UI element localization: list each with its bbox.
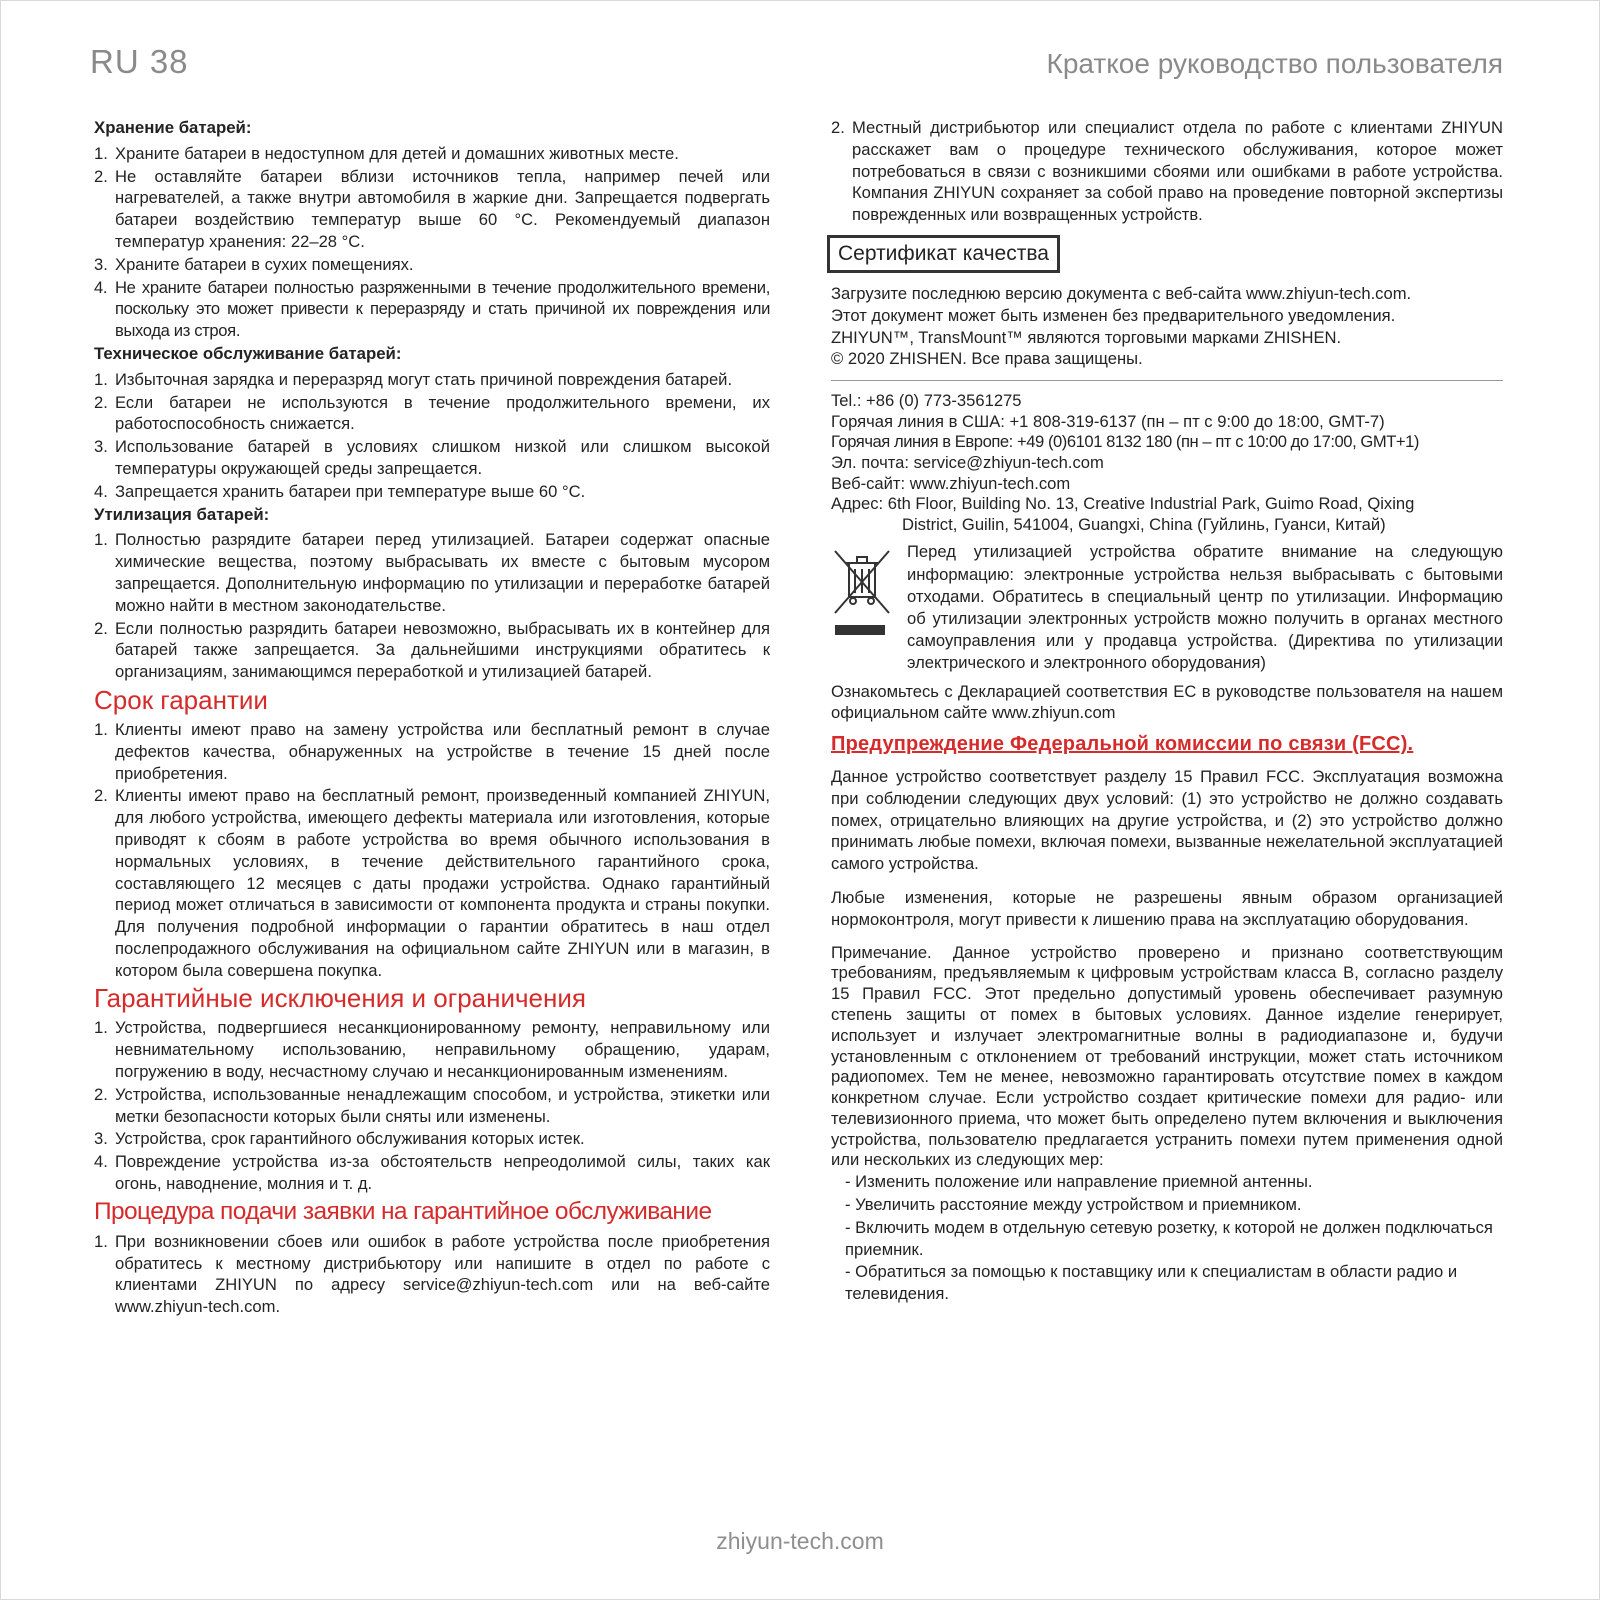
list-item: - Увеличить расстояние между устройством и приемником. xyxy=(845,1195,1302,1215)
procedure-list xyxy=(94,1231,770,1318)
list-item: - Изменить положение или направление приемной антенны. xyxy=(845,1172,1313,1192)
list-item: 1. Клиенты имеют право на замену устройства или бесплатный ремонт в случае дефектов качества, обнаруженных на устройстве в течение 15 дней после приобретения. xyxy=(94,719,770,783)
certificate-line: Загрузите последнюю версию документа с веб-сайта www.zhiyun-tech.com. xyxy=(831,283,1412,303)
fcc-paragraph-1: Данное устройство соответствует разделу 15 Правил FCC. Эксплуатация возможна при соблюдении следующих двух условий: (1) это устройство не должно создавать помех, отрицательно влияющих на другие устройства, и (2) это устройство должно принимать любые помехи, включая помехи, вызванные нежелательной эксплуатацией самого устройства. xyxy=(831,766,1503,874)
address-line: Адрес: 6th Floor, Building No. 13, Creative Industrial Park, Guimo Road, Qixing xyxy=(831,494,1415,514)
left-column xyxy=(94,117,770,1319)
list-item: 4. Не храните батареи полностью разряженными в течение продолжительного времени, поскольку это может привести к переразряду и стать причиной их повреждения или выхода из строя. xyxy=(94,277,770,341)
list-item: 2. Если полностью разрядить батареи невозможно, выбрасывать их в контейнер для батарей также запрещается. За дальнейшими инструкциями обратитесь к организациям, занимающимся переработкой и утилизацией батарей. xyxy=(94,618,770,682)
list-item: - Включить модем в отдельную сетевую розетку, к которой не должен подключаться приемник. xyxy=(845,1217,1493,1259)
fcc-heading: Предупреждение Федеральной комиссии по связи (FCC). xyxy=(831,733,1414,756)
list-item: 2. Если батареи не используются в течение продолжительного времени, их работоспособность снижается. xyxy=(94,392,770,434)
warranty-heading: Срок гарантии xyxy=(94,684,268,715)
header-title: Краткое руководство пользователя xyxy=(1046,48,1503,79)
list-item: 2. Местный дистрибьютор или специалист отдела по работе с клиентами ZHIYUN расскажет вам о процедуре технического обслуживания, которое может потребоваться в связи с возникшими сбоями или ошибками в работе устройства. Компания ZHIYUN сохраняет за собой право на проведение повторной экспертизы поврежденных или возвращенных устройств. xyxy=(831,118,1503,225)
list-item: 1. Устройства, подвергшиеся несанкционированному ремонту, неправильному или невнимательному использованию, неправильному обращению, ударам, погружению в воду, несчастному случаю и несанкционированным изменениям. xyxy=(94,1018,770,1082)
certificate-lines xyxy=(831,283,1503,370)
certificate-line: Этот документ может быть изменен без предварительного уведомления. xyxy=(831,305,1396,325)
list-item: 3. Устройства, срок гарантийного обслуживания которых истек. xyxy=(94,1129,585,1149)
fcc-paragraph-3: Примечание. Данное устройство проверено и признано соответствующим требованиям, предъявляемым к цифровым устройствам класса B, согласно разделу 15 Правил FCC. Этот предельно допустимый уровень обеспечивает разумную степень защиты от помех в бытовых условиях. Данное изделие генерирует, использует и излучает электромагнитные волны в радиодиапазоне и, будучи установленным с отклонением от требований инструкции, может стать источником радиопомех. Тем не менее, невозможно гарантировать отсутствие помех в каждом конкретном случае. Если устройство создает критические помехи для радио- или телевизионного приема, что может быть определено путем включения и выключения устройства, пользователю предлагается устранить помехи путем применения одной или нескольких из следующих мер: xyxy=(831,942,1503,1170)
list-item: - Обратиться за помощью к поставщику или к специалистам в области радио и телевидения. xyxy=(845,1262,1458,1304)
address-line-continued: District, Guilin, 541004, Guangxi, China (Гуйлинь, Гуанси, Китай) xyxy=(902,514,1386,534)
list-item: 4. Запрещается хранить батареи при температуре выше 60 °C. xyxy=(94,481,586,501)
list-item: 1. Храните батареи в недоступном для детей и домашних животных месте. xyxy=(94,143,679,163)
list-item: 2. Клиенты имеют право на бесплатный ремонт, произведенный компанией ZHIYUN, для любого устройства, имеющего дефекты материала или изготовления, которые приводят к сбоям в работе устройства во время обычного использования в нормальных условиях, в течение действительного гарантийного срока, составляющего 12 месяцев с даты продажи устройства. Однако гарантийный период может отличаться в зависимости от компонента продукта и страны покупки. Для получения подробной информации о гарантии обратитесь в наш отдел послепродажного обслуживания на официальном сайте ZHIYUN или в магазин, в котором была совершена покупка. xyxy=(94,786,770,980)
fcc-measures-list xyxy=(831,1171,1503,1305)
right-column xyxy=(831,117,1503,1306)
warranty-list xyxy=(94,719,770,982)
us-hotline-line: Горячая линия в США: +1 808-319-6137 (пн – пт с 9:00 до 18:00, GMT-7) xyxy=(831,411,1385,431)
list-item: 3. Использование батарей в условиях слишком низкой или слишком высокой температуры окружающей среды запрещается. xyxy=(94,437,770,478)
divider xyxy=(831,380,1503,381)
exclusions-heading: Гарантийные исключения и ограничения xyxy=(94,983,586,1014)
list-item: 1. Избыточная зарядка и переразряд могут стать причиной повреждения батарей. xyxy=(94,369,733,389)
disposal-list xyxy=(94,529,770,683)
maintenance-list xyxy=(94,369,770,503)
crossed-out-wheelie-bin-icon xyxy=(831,547,893,645)
storage-heading: Хранение батарей: xyxy=(94,118,252,137)
email-line: Эл. почта: service@zhiyun-tech.com xyxy=(831,452,1104,472)
certificate-title-box: Сертификат качества xyxy=(827,235,1060,273)
weee-text: Перед утилизацией устройства обратите внимание на следующую информацию: электронные устройства нельзя выбрасывать с бытовыми отходами. Обратитесь в специальный центр по утилизации. Информацию об утилизации электронных устройств можно получить в органах местного самоуправления или у продавца устройства. (Директива по утилизации электрического и электронного оборудования) xyxy=(907,542,1503,673)
contacts-block xyxy=(831,391,1503,535)
list-item: 2. Не оставляйте батареи вблизи источников тепла, например печей или нагревателей, а также внутри автомобиля в жаркие дни. Запрещается подвергать батареи воздействию температур выше 60 °C. Рекомендуемый диапазон температур хранения: 22–28 °C. xyxy=(94,166,770,251)
website-line: Веб-сайт: www.zhiyun-tech.com xyxy=(831,473,1071,493)
page-number: RU 38 xyxy=(90,43,189,80)
weee-notice xyxy=(831,541,1503,674)
disposal-heading: Утилизация батарей: xyxy=(94,504,270,524)
certificate-line: ZHIYUN™, TransMount™ являются торговыми марками ZHISHEN. xyxy=(831,327,1342,347)
procedure-list-continued xyxy=(831,117,1503,226)
list-item: 1. Полностью разрядите батареи перед утилизацией. Батареи содержат опасные химические вещества, поэтому выбрасывать их вместе с бытовым мусором запрещается. Дополнительную информацию по утилизации и переработке батарей можно найти в местном законодательстве. xyxy=(94,530,770,615)
list-item: 2. Устройства, использованные ненадлежащим способом, и устройства, этикетки или метки безопасности которых были сняты или изменены. xyxy=(94,1084,770,1126)
tel-line: Tel.: +86 (0) 773-3561275 xyxy=(831,391,1022,411)
eu-declaration: Ознакомьтесь с Декларацией соответствия ЕС в руководстве пользователя на нашем официальном сайте www.zhiyun.com xyxy=(831,681,1503,723)
page-header xyxy=(90,43,1503,83)
list-item: 1. При возникновении сбоев или ошибок в работе устройства после приобретения обратитесь к местному дистрибьютору или напишите в отдел по работе с клиентами ZHIYUN по адресу service@zhiyun-tech.com или на веб-сайте www.zhiyun-tech.com. xyxy=(94,1231,770,1317)
eu-hotline-line: Горячая линия в Европе: +49 (0)6101 8132 180 (пн – пт с 10:00 до 17:00, GMT+1) xyxy=(831,432,1420,452)
procedure-heading: Процедура подачи заявки на гарантийное обслуживание xyxy=(94,1197,712,1225)
certificate-line: © 2020 ZHISHEN. Все права защищены. xyxy=(831,349,1143,369)
list-item: 3. Храните батареи в сухих помещениях. xyxy=(94,254,414,274)
storage-list xyxy=(94,143,770,342)
fcc-paragraph-2: Любые изменения, которые не разрешены явным образом организацией нормоконтроля, могут привести к лишению права на эксплуатацию оборудования. xyxy=(831,887,1503,929)
list-item: 4. Повреждение устройства из-за обстоятельств непреодолимой силы, таких как огонь, наводнение, молния и т. д. xyxy=(94,1152,770,1194)
footer-url: zhiyun-tech.com xyxy=(716,1528,884,1554)
exclusions-list xyxy=(94,1017,770,1194)
maintenance-heading: Техническое обслуживание батарей: xyxy=(94,343,402,363)
